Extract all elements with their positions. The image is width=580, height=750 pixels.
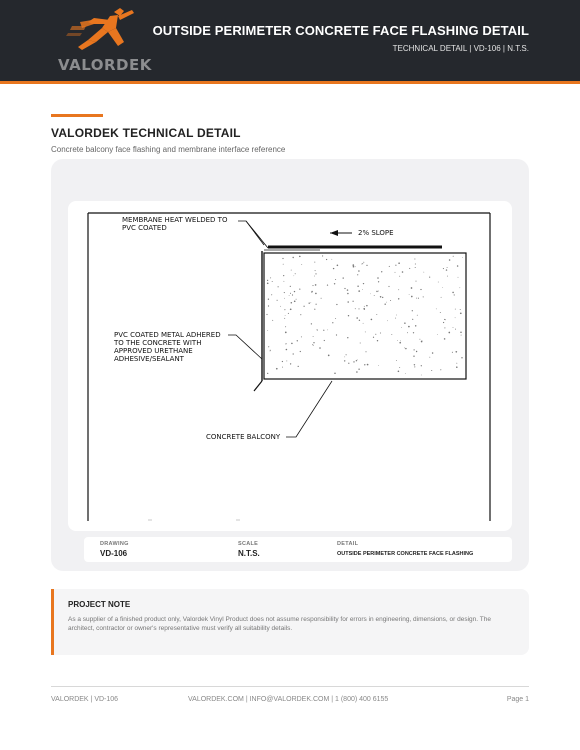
aggregate-speck: [423, 272, 424, 273]
aggregate-speck: [270, 351, 271, 352]
aggregate-speck: [293, 353, 294, 354]
aggregate-speck: [411, 287, 413, 289]
aggregate-speck: [401, 327, 402, 328]
aggregate-speck: [415, 267, 416, 268]
title-block-detail: [337, 541, 473, 557]
aggregate-speck: [292, 257, 293, 258]
aggregate-speck: [455, 351, 457, 353]
aggregate-speck: [284, 298, 285, 299]
footer-divider: [51, 686, 529, 687]
aggregate-speck: [315, 284, 317, 286]
aggregate-speck: [453, 256, 454, 257]
concrete-balcony-slab: [264, 253, 466, 379]
aggregate-speck: [417, 315, 418, 316]
aggregate-speck: [285, 315, 286, 316]
aggregate-speck: [377, 277, 379, 279]
aggregate-speck: [356, 317, 358, 319]
membrane-label-line1: MEMBRANE HEAT WELDED TO: [122, 216, 228, 224]
flashing-detail-drawing: [68, 201, 512, 531]
aggregate-speck: [358, 290, 360, 292]
aggregate-speck: [333, 268, 334, 269]
aggregate-speck: [332, 322, 333, 323]
scale-label: SCALE: [238, 541, 259, 547]
footer-left: VALORDEK | VD-106: [51, 696, 119, 703]
aggregate-speck: [404, 322, 406, 324]
aggregate-speck: [421, 375, 422, 376]
aggregate-speck: [276, 368, 278, 370]
aggregate-speck: [441, 297, 442, 298]
aggregate-speck: [331, 259, 332, 260]
aggregate-speck: [282, 361, 283, 362]
aggregate-speck: [361, 264, 362, 265]
note-title: PROJECT NOTE: [68, 600, 131, 609]
aggregate-speck: [389, 266, 390, 267]
aggregate-speck: [380, 332, 381, 333]
section-subtitle: Concrete balcony face flashing and membrane interface reference: [51, 145, 286, 154]
aggregate-speck: [398, 371, 400, 373]
aggregate-speck: [362, 289, 363, 290]
aggregate-speck: [268, 299, 269, 300]
aggregate-speck: [288, 313, 289, 314]
aggregate-speck: [326, 259, 327, 260]
slope-arrow-head: [330, 230, 338, 236]
aggregate-speck: [398, 262, 400, 264]
aggregate-speck: [412, 319, 413, 320]
aggregate-speck: [298, 366, 299, 367]
aggregate-speck: [365, 331, 366, 332]
aggregate-speck: [455, 309, 456, 310]
aggregate-speck: [458, 277, 459, 278]
aggregate-speck: [344, 357, 345, 358]
aggregate-speck: [370, 293, 371, 294]
aggregate-speck: [405, 373, 406, 374]
aggregate-speck: [295, 273, 296, 274]
aggregate-speck: [423, 296, 424, 297]
aggregate-speck: [359, 320, 360, 321]
aggregate-speck: [291, 270, 292, 271]
aggregate-speck: [366, 305, 368, 307]
aggregate-speck: [315, 293, 317, 295]
aggregate-speck: [371, 319, 373, 321]
aggregate-speck: [272, 320, 273, 321]
aggregate-speck: [456, 366, 458, 368]
aggregate-speck: [443, 322, 444, 323]
aggregate-speck: [443, 268, 444, 269]
aggregate-speck: [402, 271, 404, 273]
aggregate-speck: [396, 360, 397, 361]
aggregate-speck: [328, 355, 330, 357]
aggregate-speck: [313, 336, 314, 337]
aggregate-speck: [460, 331, 462, 333]
aggregate-speck: [347, 293, 349, 295]
aggregate-speck: [399, 367, 400, 368]
metal-label-line3: APPROVED URETHANE: [114, 347, 193, 355]
footer-contact[interactable]: VALORDEK.COM | INFO@VALORDEK.COM | 1 (800) 400 6155: [188, 696, 389, 703]
aggregate-speck: [358, 270, 360, 272]
aggregate-speck: [283, 275, 284, 276]
aggregate-speck: [390, 300, 391, 301]
page-title: OUTSIDE PERIMETER CONCRETE FACE FLASHING DETAIL: [152, 23, 529, 38]
aggregate-speck: [381, 271, 382, 272]
aggregate-speck: [294, 300, 296, 302]
aggregate-speck: [461, 335, 462, 336]
aggregate-speck: [384, 303, 385, 304]
aggregate-speck: [374, 295, 375, 296]
aggregate-speck: [382, 297, 383, 298]
aggregate-speck: [362, 263, 363, 264]
aggregate-speck: [412, 310, 413, 311]
aggregate-speck: [284, 318, 285, 319]
aggregate-speck: [454, 294, 455, 295]
aggregate-speck: [357, 360, 358, 361]
aggregate-speck: [300, 351, 301, 352]
aggregate-speck: [355, 266, 356, 267]
aggregate-speck: [431, 370, 432, 371]
aggregate-speck: [414, 364, 415, 365]
aggregate-speck: [415, 325, 416, 326]
aggregate-speck: [408, 326, 410, 328]
aggregate-speck: [311, 292, 312, 293]
aggregate-speck: [347, 337, 348, 338]
aggregate-speck: [348, 363, 349, 364]
aggregate-speck: [336, 304, 337, 305]
aggregate-speck: [447, 267, 448, 268]
drawing-card: [68, 201, 512, 531]
aggregate-speck: [445, 319, 446, 320]
aggregate-speck: [387, 320, 388, 321]
aggregate-speck: [398, 289, 399, 290]
note-text: As a supplier of a finished product only, Valordek Vinyl Product does not assume responsibility for errors in engineering, dimensions, or design. The architect, contractor or owner's representative must verify all suitability details.: [68, 616, 491, 632]
drawing-panel: [51, 159, 529, 571]
aggregate-speck: [355, 308, 356, 309]
aggregate-speck: [285, 326, 286, 327]
aggregate-speck: [429, 277, 430, 278]
metal-leader: [228, 335, 262, 359]
slope-label: 2% SLOPE: [358, 229, 394, 237]
title-block: [84, 537, 512, 562]
aggregate-speck: [405, 348, 406, 349]
aggregate-speck: [286, 349, 288, 351]
aggregate-speck: [366, 265, 367, 266]
aggregate-speck: [267, 330, 268, 331]
aggregate-speck: [399, 342, 401, 344]
aggregate-speck: [352, 264, 354, 266]
aggregate-speck: [446, 269, 447, 270]
aggregate-speck: [397, 340, 398, 341]
aggregate-speck: [460, 312, 462, 314]
title-block-drawing: [100, 541, 129, 558]
aggregate-speck: [444, 338, 446, 340]
aggregate-speck: [448, 332, 450, 334]
metal-label-line4: ADHESIVE/SEALANT: [114, 355, 184, 363]
aggregate-speck: [409, 268, 410, 269]
aggregate-speck: [411, 296, 413, 298]
aggregate-speck: [420, 289, 421, 290]
membrane-leader-2: [246, 221, 268, 248]
aggregate-speck: [280, 306, 281, 307]
aggregate-speck: [283, 281, 284, 282]
aggregate-speck: [398, 298, 399, 299]
aggregate-speck: [440, 312, 441, 313]
aggregate-speck: [419, 339, 420, 340]
aggregate-speck: [453, 327, 454, 328]
aggregate-speck: [391, 334, 392, 335]
aggregate-speck: [386, 302, 387, 303]
aggregate-speck: [409, 294, 410, 295]
aggregate-speck: [301, 264, 302, 265]
aggregate-speck: [314, 262, 315, 263]
aggregate-speck: [440, 369, 441, 370]
aggregate-speck: [312, 344, 313, 345]
aggregate-speck: [327, 284, 328, 285]
aggregate-speck: [311, 323, 312, 324]
aggregate-speck: [337, 265, 339, 267]
aggregate-speck: [335, 318, 336, 319]
aggregate-speck: [447, 276, 448, 277]
aggregate-speck: [363, 323, 364, 324]
aggregate-speck: [460, 309, 461, 310]
aggregate-speck: [365, 351, 366, 352]
aggregate-speck: [314, 309, 315, 310]
aggregate-speck: [282, 258, 283, 259]
aggregate-speck: [414, 258, 415, 259]
aggregate-speck: [301, 336, 302, 337]
aggregate-speck: [456, 363, 457, 364]
aggregate-speck: [313, 345, 314, 346]
aggregate-speck: [457, 265, 459, 267]
aggregate-speck: [378, 291, 379, 292]
aggregate-speck: [356, 371, 358, 373]
aggregate-speck: [358, 308, 359, 309]
aggregate-speck: [334, 373, 336, 375]
aggregate-speck: [407, 332, 408, 333]
aggregate-speck: [270, 277, 271, 278]
aggregate-speck: [286, 360, 287, 361]
aggregate-speck: [353, 361, 354, 362]
aggregate-speck: [321, 298, 322, 299]
aggregate-speck: [290, 363, 291, 364]
aggregate-speck: [289, 295, 290, 296]
aggregate-speck: [352, 301, 353, 302]
aggregate-speck: [438, 282, 439, 283]
aggregate-speck: [314, 276, 315, 277]
membrane-leader-1: [238, 221, 264, 245]
warrior-logo-icon: [58, 6, 148, 56]
aggregate-speck: [414, 366, 415, 367]
aggregate-speck: [347, 301, 349, 303]
aggregate-speck: [364, 309, 365, 310]
aggregate-speck: [364, 306, 365, 307]
aggregate-speck: [462, 257, 463, 258]
aggregate-speck: [442, 287, 443, 288]
aggregate-speck: [367, 364, 369, 366]
aggregate-speck: [323, 330, 324, 331]
aggregate-speck: [378, 281, 379, 282]
aggregate-speck: [429, 357, 430, 358]
aggregate-speck: [437, 334, 438, 335]
page-header: [0, 0, 580, 84]
aggregate-speck: [395, 272, 396, 273]
detail-label: DETAIL: [337, 541, 359, 547]
aggregate-speck: [334, 283, 335, 284]
aggregate-speck: [285, 332, 287, 334]
aggregate-speck: [418, 298, 419, 299]
aggregate-speck: [324, 340, 325, 341]
logo-wordmark: VALORDEK: [58, 56, 152, 74]
aggregate-speck: [455, 329, 456, 330]
aggregate-speck: [399, 276, 400, 277]
aggregate-speck: [414, 349, 415, 350]
drawing-label: DRAWING: [100, 541, 129, 547]
valordek-logo[interactable]: [58, 6, 152, 80]
aggregate-speck: [272, 281, 273, 282]
aggregate-speck: [436, 309, 437, 310]
aggregate-speck: [293, 275, 294, 276]
aggregate-speck: [291, 302, 293, 304]
aggregate-speck: [303, 306, 304, 307]
aggregate-speck: [319, 347, 321, 349]
header-meta: TECHNICAL DETAIL | VD-106 | N.T.S.: [392, 44, 529, 53]
aggregate-speck: [267, 282, 269, 284]
aggregate-speck: [461, 357, 462, 358]
aggregate-speck: [346, 354, 347, 355]
aggregate-speck: [421, 365, 422, 366]
aggregate-speck: [327, 330, 328, 331]
aggregate-speck: [296, 299, 297, 300]
aggregate-speck: [380, 296, 382, 298]
page-number: Page 1: [506, 696, 529, 703]
aggregate-speck: [396, 315, 397, 316]
aggregate-speck: [290, 293, 291, 294]
aggregate-speck: [268, 305, 269, 306]
aggregate-speck: [291, 343, 293, 345]
aggregate-speck: [335, 279, 336, 280]
aggregate-speck: [377, 340, 378, 341]
aggregate-speck: [452, 352, 453, 353]
aggregate-speck: [290, 286, 291, 287]
balcony-label: CONCRETE BALCONY: [206, 433, 281, 441]
aggregate-speck: [292, 294, 293, 295]
aggregate-speck: [421, 341, 423, 343]
aggregate-speck: [347, 289, 348, 290]
metal-flashing-drip: [254, 381, 262, 391]
metal-label-line2: TO THE CONCRETE WITH: [114, 339, 202, 347]
project-note: [51, 589, 529, 655]
balcony-leader: [286, 381, 332, 437]
aggregate-speck: [283, 264, 284, 265]
aggregate-speck: [294, 291, 295, 292]
drawing-value: VD-106: [100, 549, 128, 558]
aggregate-speck: [363, 283, 364, 284]
aggregate-speck: [375, 334, 376, 335]
aggregate-speck: [278, 286, 279, 287]
aggregate-speck: [413, 355, 414, 356]
aggregate-speck: [290, 308, 292, 310]
aggregate-speck: [415, 281, 416, 282]
scale-value: N.T.S.: [238, 549, 260, 558]
aggregate-speck: [336, 334, 337, 335]
aggregate-speck: [313, 342, 314, 343]
aggregate-speck: [343, 277, 344, 278]
aggregate-speck: [284, 309, 285, 310]
aggregate-speck: [317, 330, 318, 331]
aggregate-speck: [413, 332, 414, 333]
aggregate-speck: [267, 280, 268, 281]
aggregate-speck: [364, 364, 365, 365]
section-title: VALORDEK TECHNICAL DETAIL: [51, 126, 241, 140]
aggregate-speck: [316, 304, 317, 305]
aggregate-speck: [404, 348, 405, 349]
aggregate-speck: [360, 343, 361, 344]
aggregate-speck: [267, 373, 268, 374]
aggregate-speck: [357, 285, 358, 286]
aggregate-speck: [299, 289, 300, 290]
accent-bar: [51, 114, 103, 117]
aggregate-speck: [459, 287, 460, 288]
aggregate-speck: [358, 368, 359, 369]
aggregate-speck: [378, 365, 379, 366]
aggregate-speck: [322, 255, 323, 256]
aggregate-speck: [388, 286, 389, 287]
aggregate-speck: [373, 337, 374, 338]
aggregate-speck: [300, 314, 301, 315]
aggregate-speck: [395, 318, 396, 319]
aggregate-speck: [297, 340, 298, 341]
aggregate-speck: [376, 291, 378, 293]
metal-label-line1: PVC COATED METAL ADHERED: [114, 331, 221, 339]
aggregate-speck: [284, 292, 285, 293]
membrane-label-line2: PVC COATED: [122, 224, 167, 232]
aggregate-speck: [400, 341, 401, 342]
title-block-scale: [238, 541, 260, 558]
aggregate-speck: [444, 327, 445, 328]
aggregate-speck: [286, 343, 287, 344]
aggregate-speck: [299, 256, 301, 258]
aggregate-speck: [277, 300, 278, 301]
aggregate-speck: [310, 302, 311, 303]
aggregate-speck: [312, 285, 313, 286]
aggregate-speck: [344, 288, 345, 289]
aggregate-speck: [266, 314, 267, 315]
aggregate-speck: [353, 266, 355, 268]
aggregate-speck: [363, 262, 364, 263]
aggregate-speck: [315, 270, 316, 271]
aggregate-speck: [432, 352, 434, 354]
aggregate-speck: [416, 298, 417, 299]
aggregate-speck: [429, 276, 430, 277]
aggregate-speck: [271, 294, 272, 295]
aggregate-speck: [315, 273, 316, 274]
aggregate-speck: [282, 367, 283, 368]
aggregate-speck: [376, 314, 377, 315]
detail-value: OUTSIDE PERIMETER CONCRETE FACE FLASHING: [337, 551, 474, 557]
aggregate-speck: [452, 292, 454, 294]
aggregate-speck: [356, 360, 357, 361]
aggregate-speck: [309, 303, 310, 304]
aggregate-speck: [344, 360, 345, 361]
aggregate-speck: [395, 265, 396, 266]
aggregate-speck: [268, 346, 269, 347]
aggregate-speck: [455, 317, 456, 318]
aggregate-speck: [357, 274, 358, 275]
aggregate-speck: [348, 315, 349, 316]
aggregate-speck: [416, 351, 417, 352]
aggregate-speck: [449, 259, 451, 261]
aggregate-speck: [415, 263, 416, 264]
